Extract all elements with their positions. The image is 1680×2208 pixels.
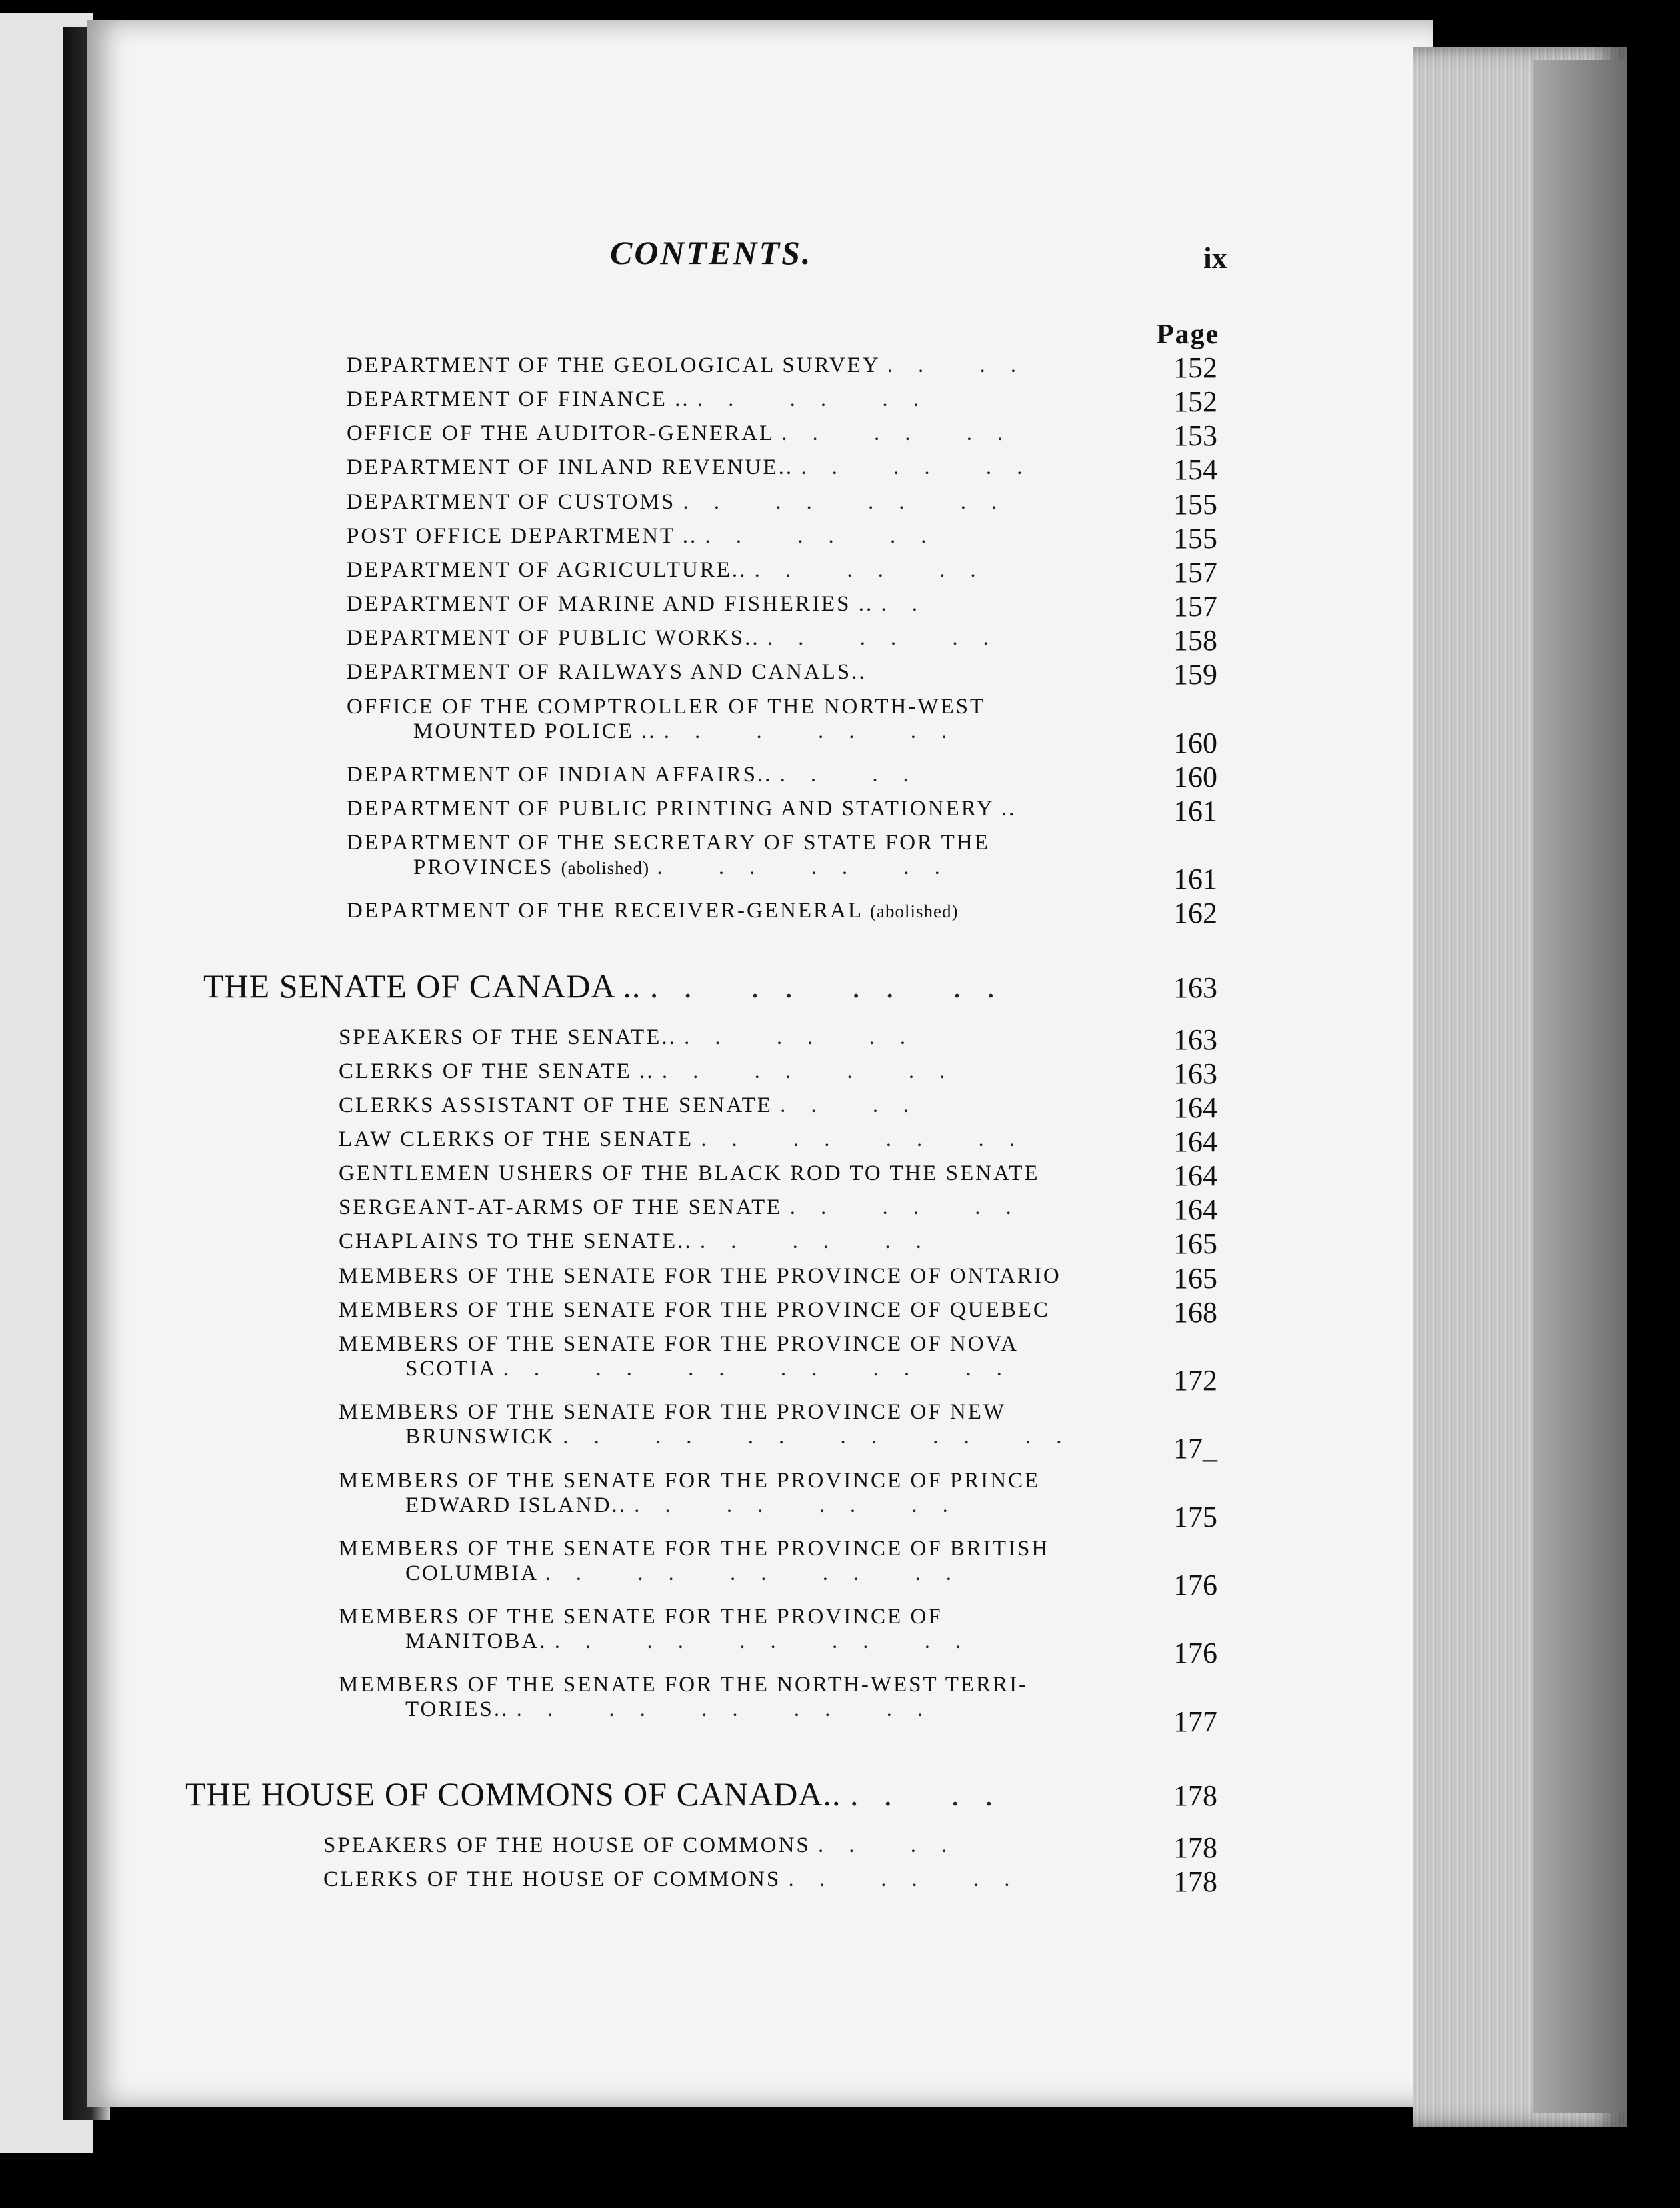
entry-continuation [339,1425,1087,1449]
toc-entry [347,455,1047,480]
entry-title: CLERKS ASSISTANT OF THE SENATE [339,1093,773,1117]
entry-title: SPEAKERS OF THE HOUSE OF COMMONS [323,1833,811,1857]
entry-continuation-text: BRUNSWICK [405,1425,556,1449]
entry-title: OFFICE OF THE COMPTROLLER OF THE NORTH-WEST [347,694,986,719]
entry-continuation [347,855,990,880]
page-number: 164 [1173,1193,1217,1227]
dot-leader: .. .. .. .. [701,1127,1040,1151]
toc-entry [347,421,1028,446]
entry-title: DEPARTMENT OF THE GEOLOGICAL SURVEY [347,353,880,377]
dot-leader: .. .. .. .. .. .. [503,1356,1027,1381]
page-number: 152 [1173,351,1217,384]
entry-continuation-text: MOUNTED POLICE .. [413,719,657,743]
page-number: 165 [1173,1261,1217,1295]
entry-continuation-text: EDWARD ISLAND.. [405,1493,627,1517]
toc-entry [347,626,1014,651]
page-number: 176 [1173,1568,1217,1601]
page-number: 178 [1173,1831,1217,1864]
entry-title: POST OFFICE DEPARTMENT .. [347,523,698,548]
commons-entry [323,1867,1035,1892]
page-number: 163 [1173,971,1217,1004]
entry-note: (abolished) [561,858,650,879]
page-number: 153 [1173,419,1217,453]
entry-continuation-text: MANITOBA. [405,1629,547,1654]
entry-title: DEPARTMENT OF PUBLIC PRINTING AND STATIONERY .. [347,796,1017,821]
folio: ix [1203,241,1227,275]
page-number: 165 [1173,1227,1217,1261]
commons-entry [323,1833,972,1858]
page-number: 164 [1173,1125,1217,1158]
entry-title: GENTLEMEN USHERS OF THE BLACK ROD TO THE SENATE [339,1161,1040,1186]
entry-continuation [339,1357,1027,1381]
entry-title: DEPARTMENT OF INLAND REVENUE.. [347,455,794,480]
senate-entry [339,1093,934,1118]
section-heading-commons: THE HOUSE OF COMMONS OF CANADA.. .. .. [185,1775,1019,1813]
dot-leader: .. .. .. [788,1867,1035,1891]
entry-continuation [339,1697,1028,1722]
toc-entry [347,763,934,787]
entry-continuation [339,1629,986,1654]
entry-title: DEPARTMENT OF AGRICULTURE.. [347,557,747,582]
running-head-title: CONTENTS. [610,234,813,271]
entry-continuation-text: SCOTIA [405,1356,496,1381]
dot-leader: .. .. .. .. .. .. [563,1425,1087,1449]
senate-entry [339,1025,931,1050]
entry-title: DEPARTMENT OF THE SECRETARY OF STATE FOR THE [347,831,990,855]
senate-entry [339,1127,1040,1152]
entry-title: MEMBERS OF THE SENATE FOR THE NORTH-WEST TERRI- [339,1673,1029,1697]
senate-entry [339,1195,1037,1220]
page-number: 164 [1173,1091,1217,1124]
dot-leader: .. .. .. .. [649,967,1021,1005]
senate-entry [339,1059,970,1084]
dot-leader: .. .. .. [697,387,944,412]
entry-title: OFFICE OF THE AUDITOR-GENERAL [347,421,774,446]
page-number: 172 [1173,1364,1217,1397]
dot-leader: .. .. .. .. [683,489,1023,514]
entry-continuation [347,719,985,744]
toc-entry [347,524,952,549]
page-number: 164 [1173,1159,1217,1193]
entry-title: CHAPLAINS TO THE SENATE.. [339,1229,693,1254]
toc-entry [347,797,1016,821]
page-number: 162 [1173,897,1217,930]
page-number: 17_ [1173,1432,1217,1465]
entry-title: CLERKS OF THE SENATE .. [339,1059,655,1083]
senate-entry [339,1537,1049,1586]
dot-leader: .. .. .. .. .. [554,1629,987,1654]
entry-title: MEMBERS OF THE SENATE FOR THE PROVINCE OF PRINCE [339,1468,1041,1493]
page-number: 157 [1173,555,1217,589]
page-number: 161 [1173,794,1217,827]
entry-title: MEMBERS OF THE SENATE FOR THE PROVINCE OF QUEBEC [339,1297,1050,1322]
entry-title: MEMBERS OF THE SENATE FOR THE PROVINCE OF NOVA [339,1331,1019,1356]
entry-title: SERGEANT-AT-ARMS OF THE SENATE [339,1195,783,1220]
dot-leader: .. .. [780,1093,935,1117]
entry-title: MEMBERS OF THE SENATE FOR THE PROVINCE OF NEW [339,1400,1007,1425]
entry-title: SPEAKERS OF THE SENATE.. [339,1025,677,1049]
toc-entry [347,387,944,412]
toc-entry [347,558,1001,583]
dot-leader: .. .. [850,1775,1019,1813]
senate-entry [339,1298,1050,1323]
page-number: 159 [1173,658,1217,691]
senate-entry [339,1673,1028,1722]
entry-title: DEPARTMENT OF RAILWAYS AND CANALS.. [347,660,867,685]
page-number: 160 [1173,760,1217,793]
entry-continuation [339,1561,1049,1586]
senate-entry [339,1332,1027,1381]
toc-entry [347,899,959,923]
page-number: 152 [1173,385,1217,419]
page-number: 178 [1173,1865,1217,1898]
toc-entry [347,490,1022,515]
page-number: 154 [1173,453,1217,487]
senate-entry [339,1469,1040,1518]
page-number: 177 [1173,1705,1217,1738]
dot-leader: .. .. .. [767,626,1014,651]
dot-leader: .. .. .. [781,421,1029,446]
dot-leader: .. .. .. .. .. [545,1561,977,1585]
entry-title: DEPARTMENT OF MARINE AND FISHERIES .. [347,592,874,617]
page-number: 175 [1173,1500,1217,1533]
toc-entry [347,353,1041,378]
dot-leader: .. .. [818,1833,973,1857]
toc-entry [347,660,867,685]
entry-title: LAW CLERKS OF THE SENATE [339,1127,693,1151]
entry-continuation-text: TORIES.. [405,1697,509,1722]
dot-leader: .. .. .. [705,523,952,548]
page-number: 161 [1173,863,1217,896]
entry-note: (abolished) [870,901,959,922]
toc-entry [347,695,985,744]
senate-entry [339,1229,947,1254]
section-heading-senate: THE SENATE OF CANADA .. .. .. .. .. [203,967,1021,1005]
page-number: 176 [1173,1637,1217,1670]
page-number: 157 [1173,590,1217,623]
page-number: 160 [1173,726,1217,759]
dot-leader: .. .. .. [801,455,1048,480]
page-number: 155 [1173,487,1217,521]
entry-continuation-text: PROVINCES [413,855,554,880]
dot-leader: .. [881,592,943,617]
page-number: 155 [1173,521,1217,555]
dot-leader: .. .. .. [699,1229,947,1254]
dot-leader: .. .. .. [754,557,1001,582]
page-number: 163 [1173,1023,1217,1056]
entry-title: DEPARTMENT OF PUBLIC WORKS.. [347,626,760,651]
senate-entry [339,1161,1040,1186]
dot-leader: .. .. .. [684,1025,931,1049]
dot-leader: .. .. .. .. .. [516,1697,949,1722]
entry-continuation [339,1493,1040,1518]
dot-leader: . .. .. .. [657,855,965,880]
dot-leader: .. .. [887,353,1042,377]
dot-leader: .. . .. .. [663,719,973,743]
entry-title: DEPARTMENT OF THE RECEIVER-GENERAL [347,899,863,923]
page-number: 168 [1173,1295,1217,1329]
entry-title: MEMBERS OF THE SENATE FOR THE PROVINCE OF ONTARIO [339,1263,1061,1288]
dot-leader: .. .. [779,762,934,787]
entry-title: DEPARTMENT OF CUSTOMS [347,489,676,514]
page-number: 158 [1173,624,1217,657]
toc-entry [347,831,990,880]
entry-title: DEPARTMENT OF FINANCE .. [347,387,690,412]
toc-entry [347,592,943,617]
entry-title: MEMBERS OF THE SENATE FOR THE PROVINCE OF [339,1605,943,1629]
page-number: 163 [1173,1057,1217,1090]
dot-leader: .. .. .. [789,1195,1037,1220]
senate-entry [339,1605,986,1654]
entry-continuation-text: COLUMBIA [405,1561,538,1585]
page-column-heading: Page [1157,319,1220,350]
dot-leader: .. .. .. .. [634,1493,973,1517]
entry-title: MEMBERS OF THE SENATE FOR THE PROVINCE OF BRITISH [339,1536,1050,1561]
dot-leader: .. .. . .. [661,1059,971,1083]
senate-entry [339,1400,1087,1449]
entry-title: CLERKS OF THE HOUSE OF COMMONS [323,1867,781,1891]
senate-entry [339,1264,1061,1289]
entry-title: DEPARTMENT OF INDIAN AFFAIRS.. [347,762,773,787]
page-number: 178 [1173,1779,1217,1812]
